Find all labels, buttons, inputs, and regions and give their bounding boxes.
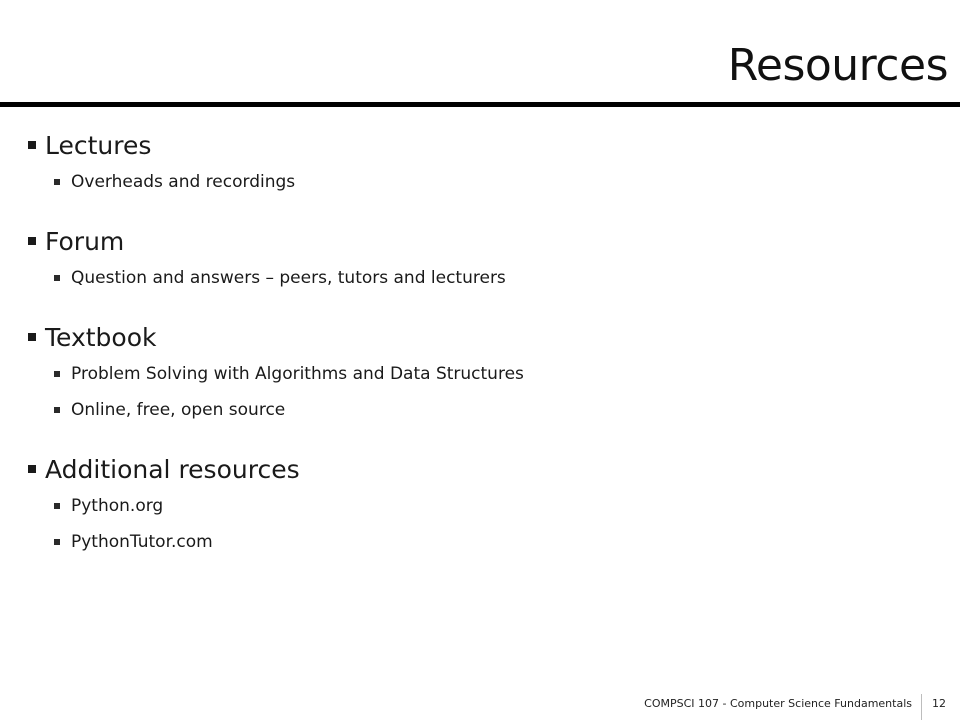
square-bullet-icon <box>54 539 60 545</box>
footer-divider <box>921 694 922 720</box>
sub-bullet-text: Python.org <box>71 496 164 516</box>
sub-bullet-item <box>28 488 928 524</box>
page-number: 12 <box>932 697 946 710</box>
bullet-heading: Forum <box>45 226 125 256</box>
sub-bullet-text: PythonTutor.com <box>71 532 213 552</box>
square-bullet-icon <box>28 141 36 149</box>
sub-bullet-text: Online, free, open source <box>71 400 286 420</box>
bullet-heading: Additional resources <box>45 454 300 484</box>
sub-bullet-item <box>28 356 928 392</box>
square-bullet-icon <box>28 333 36 341</box>
square-bullet-icon <box>54 275 60 281</box>
sub-bullet-text: Problem Solving with Algorithms and Data Structures <box>71 364 524 384</box>
square-bullet-icon <box>28 465 36 473</box>
slide-title: Resources <box>727 40 948 91</box>
slide-footer <box>0 694 960 720</box>
sub-bullet-text: Overheads and recordings <box>71 172 296 192</box>
section-additional-resources <box>28 450 928 560</box>
square-bullet-icon <box>54 179 60 185</box>
slide-content <box>28 126 928 582</box>
square-bullet-icon <box>28 237 36 245</box>
sub-bullet-item <box>28 260 928 296</box>
bullet-heading: Lectures <box>45 130 152 160</box>
square-bullet-icon <box>54 407 60 413</box>
title-divider <box>0 102 960 107</box>
sub-bullet-item <box>28 524 928 560</box>
bullet-heading: Textbook <box>45 322 157 352</box>
section-forum <box>28 222 928 296</box>
bullet-item <box>28 222 928 260</box>
footer-course-title: COMPSCI 107 - Computer Science Fundamentals <box>644 697 912 710</box>
bullet-item <box>28 450 928 488</box>
bullet-item <box>28 318 928 356</box>
sub-bullet-item <box>28 392 928 428</box>
square-bullet-icon <box>54 503 60 509</box>
section-textbook <box>28 318 928 428</box>
sub-bullet-text: Question and answers – peers, tutors and lecturers <box>71 268 506 288</box>
section-lectures <box>28 126 928 200</box>
sub-bullet-item <box>28 164 928 200</box>
bullet-item <box>28 126 928 164</box>
square-bullet-icon <box>54 371 60 377</box>
